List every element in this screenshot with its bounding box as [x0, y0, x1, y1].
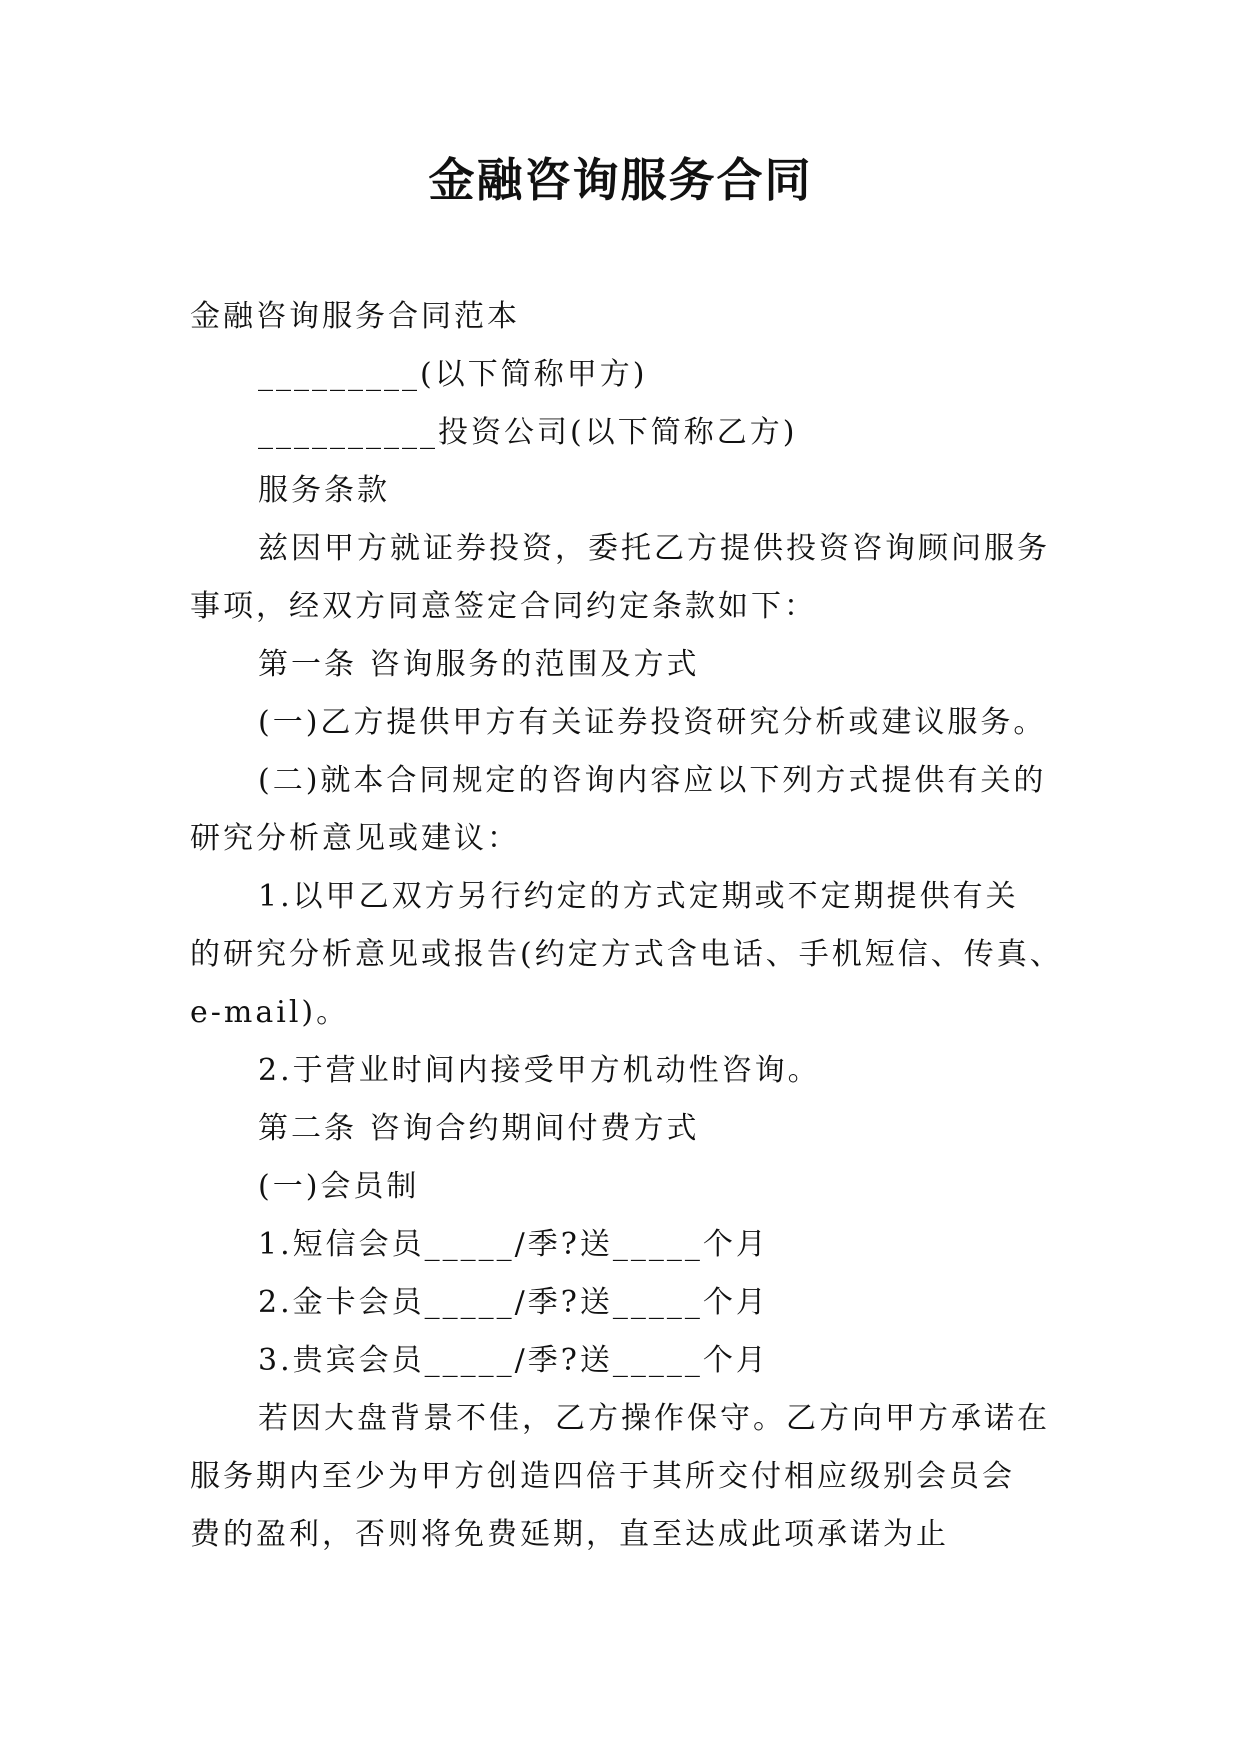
paragraph-guarantee-line-2: 服务期内至少为甲方创造四倍于其所交付相应级别会员会	[190, 1459, 1015, 1494]
paragraph-party-b: __________投资公司(以下简称乙方)	[258, 415, 798, 450]
article-1-subitem-1-line-2: 的研究分析意见或报告(约定方式含电话、手机短信、传真、	[190, 937, 1063, 972]
article-1-item-1: (一)乙方提供甲方有关证券投资研究分析或建议服务。	[258, 705, 1047, 740]
paragraph-service-terms-heading: 服务条款	[258, 473, 390, 508]
document-body	[190, 288, 1070, 1564]
article-1-heading: 第一条 咨询服务的范围及方式	[258, 647, 700, 682]
document-title: 金融咨询服务合同	[428, 153, 813, 207]
article-1-subitem-2: 2.于营业时间内接受甲方机动性咨询。	[258, 1053, 821, 1088]
paragraph-preamble-line-1: 兹因甲方就证券投资，委托乙方提供投资咨询顾问服务	[258, 531, 1050, 566]
paragraph-subtitle: 金融咨询服务合同范本	[190, 299, 520, 334]
membership-vip: 3.贵宾会员_____/季?送_____个月	[258, 1343, 769, 1378]
paragraph-guarantee-line-3: 费的盈利，否则将免费延期，直至达成此项承诺为止	[190, 1517, 949, 1552]
article-2-item-1: (一)会员制	[258, 1169, 420, 1204]
paragraph-party-a: _________(以下简称甲方)	[258, 357, 648, 392]
article-1-subitem-1-line-3: e-mail)。	[190, 995, 350, 1030]
membership-sms: 1.短信会员_____/季?送_____个月	[258, 1227, 769, 1262]
article-1-item-2-line-1: (二)就本合同规定的咨询内容应以下列方式提供有关的	[258, 763, 1047, 798]
article-2-heading: 第二条 咨询合约期间付费方式	[258, 1111, 700, 1146]
membership-gold: 2.金卡会员_____/季?送_____个月	[258, 1285, 769, 1320]
paragraph-guarantee-line-1: 若因大盘背景不佳，乙方操作保守。乙方向甲方承诺在	[258, 1401, 1050, 1436]
paragraph-preamble-line-2: 事项，经双方同意签定合同约定条款如下：	[190, 589, 817, 624]
article-1-item-2-line-2: 研究分析意见或建议：	[190, 821, 520, 856]
article-1-subitem-1-line-1: 1.以甲乙双方另行约定的方式定期或不定期提供有关	[258, 879, 1019, 914]
